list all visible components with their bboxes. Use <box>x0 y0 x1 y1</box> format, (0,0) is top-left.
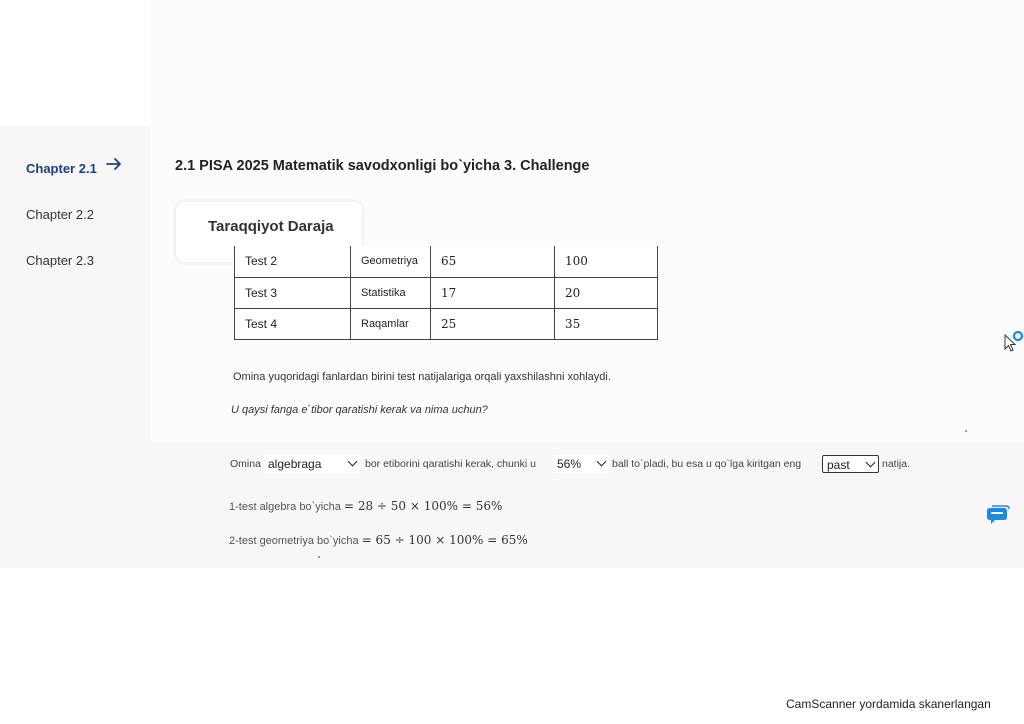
mouse-cursor-icon <box>1002 330 1024 357</box>
sidebar-item-chapter-2-2[interactable]: Chapter 2.2 <box>26 207 94 222</box>
table-cell-subject: Geometriya <box>351 246 431 277</box>
formula-line <box>229 533 528 547</box>
table-row <box>235 277 658 308</box>
chevron-down-icon <box>866 458 876 468</box>
sentence-part-4: natija. <box>882 458 911 470</box>
subject-select-value: algebraga <box>268 457 322 471</box>
page-title: 2.1 PISA 2025 Matematik savodxonligi bo`yicha 3. Challenge <box>175 158 590 174</box>
table-cell-test: Test 4 <box>235 308 351 339</box>
table-cell-test: Test 2 <box>235 246 351 277</box>
table-cell-test: Test 3 <box>235 277 351 308</box>
scan-speck <box>318 556 320 558</box>
table-cell-max: 100 <box>555 246 658 277</box>
sentence-part-1: Omina <box>230 458 261 470</box>
subject-select[interactable] <box>264 455 360 473</box>
formula-line <box>229 499 502 513</box>
formula-math: = 65 ÷ 100 × 100% = 65% <box>361 533 528 547</box>
chat-bubble-icon[interactable] <box>985 504 1011 533</box>
table-row <box>235 246 658 277</box>
card-title: Taraqqiyot Daraja <box>208 218 334 235</box>
table-cell-score: 25 <box>431 308 555 339</box>
chevron-down-icon <box>597 457 607 467</box>
percent-select[interactable] <box>553 455 609 473</box>
question-text: U qaysi fanga e`tibor qaratishi kerak va nima uchun? <box>231 404 488 416</box>
sentence-part-3: ball to`pladi, bu esa u qo`lga kiritgan eng <box>612 458 802 470</box>
formula-math: = 28 ÷ 50 × 100% = 56% <box>343 499 503 513</box>
level-select-value: past <box>827 458 850 472</box>
sidebar-item-chapter-2-1[interactable]: Chapter 2.1 <box>26 161 97 176</box>
sentence-part-2: bor etiborini qaratishi kerak, chunki u <box>365 458 537 470</box>
arrow-right-icon <box>106 157 122 176</box>
percent-select-value: 56% <box>557 457 582 471</box>
table-cell-subject: Statistika <box>351 277 431 308</box>
table-cell-subject: Raqamlar <box>351 308 431 339</box>
chevron-down-icon <box>348 457 358 467</box>
level-select[interactable] <box>822 455 879 473</box>
table-row <box>235 308 658 339</box>
table-cell-max: 35 <box>555 308 658 339</box>
sidebar-item-chapter-2-3[interactable]: Chapter 2.3 <box>26 253 94 268</box>
scan-speck <box>965 430 967 432</box>
formula-label: 1-test algebra bo`yicha <box>229 501 341 513</box>
table-cell-score: 17 <box>431 277 555 308</box>
intro-text: Omina yuqoridagi fanlardan birini test natijalariga orqali yaxshilashni xohlaydi. <box>233 371 611 383</box>
formula-label: 2-test geometriya bo`yicha <box>229 535 359 547</box>
table-cell-max: 20 <box>555 277 658 308</box>
results-table <box>234 246 658 340</box>
table-cell-score: 65 <box>431 246 555 277</box>
scanner-watermark: CamScanner yordamida skanerlangan <box>786 697 991 711</box>
